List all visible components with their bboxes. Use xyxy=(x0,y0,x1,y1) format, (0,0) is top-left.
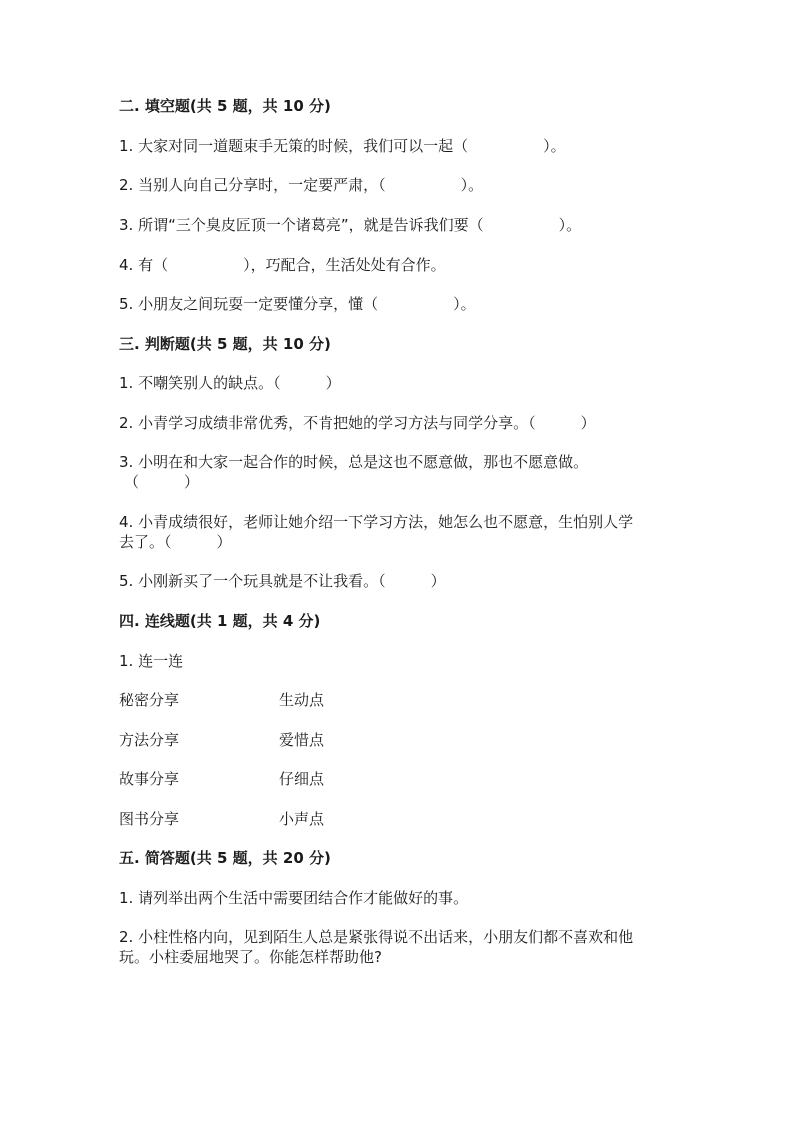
matching-right-item: 仔细点 xyxy=(279,770,325,788)
true-false-question-3-line-1: 3. 小明在和大家一起合作的时候，总是这也不愿意做，那也不愿意做。 xyxy=(119,453,589,471)
short-answer-question-2-line-2: 玩。小柱委屈地哭了。你能怎样帮助他? xyxy=(119,948,382,966)
fill-blank-question-5: 5. 小朋友之间玩耍一定要懂分享，懂（ ）。 xyxy=(119,295,476,313)
true-false-question-2: 2. 小青学习成绩非常优秀，不肯把她的学习方法与同学分享。（ ） xyxy=(119,414,596,432)
section-title-short-answer: 五. 简答题(共 5 题，共 20 分) xyxy=(119,849,331,867)
short-answer-question-1: 1. 请列举出两个生活中需要团结合作才能做好的事。 xyxy=(119,889,469,907)
matching-left-item: 方法分享 xyxy=(119,731,180,749)
true-false-question-3-line-2: （ ） xyxy=(124,473,200,491)
fill-blank-question-3: 3. 所谓“三个臭皮匠顶一个诸葛亮”，就是告诉我们要（ ）。 xyxy=(119,216,582,234)
matching-left-item: 图书分享 xyxy=(119,810,180,828)
matching-right-item: 爱惜点 xyxy=(279,731,325,749)
true-false-question-1: 1. 不嘲笑别人的缺点。（ ） xyxy=(119,374,341,392)
matching-right-item: 小声点 xyxy=(279,810,325,828)
matching-left-item: 秘密分享 xyxy=(119,691,180,709)
section-title-fill-blank: 二. 填空题(共 5 题，共 10 分) xyxy=(119,97,331,115)
matching-question-1: 1. 连一连 xyxy=(119,652,184,670)
matching-left-item: 故事分享 xyxy=(119,770,180,788)
fill-blank-question-2: 2. 当别人向自己分享时，一定要严肃，（ ）。 xyxy=(119,176,484,194)
section-title-true-false: 三. 判断题(共 5 题，共 10 分) xyxy=(119,335,331,353)
fill-blank-question-1: 1. 大家对同一道题束手无策的时候，我们可以一起（ ）。 xyxy=(119,137,566,155)
matching-right-item: 生动点 xyxy=(279,691,325,709)
true-false-question-4-line-2: 去了。（ ） xyxy=(119,533,232,551)
fill-blank-question-4: 4. 有（ ），巧配合，生活处处有合作。 xyxy=(119,256,446,274)
true-false-question-4-line-1: 4. 小青成绩很好，老师让她介绍一下学习方法，她怎么也不愿意，生怕别人学 xyxy=(119,513,634,531)
section-title-matching: 四. 连线题(共 1 题，共 4 分) xyxy=(119,612,321,630)
short-answer-question-2-line-1: 2. 小柱性格内向，见到陌生人总是紧张得说不出话来，小朋友们都不喜欢和他 xyxy=(119,928,634,946)
true-false-question-5: 5. 小刚新买了一个玩具就是不让我看。（ ） xyxy=(119,572,446,590)
